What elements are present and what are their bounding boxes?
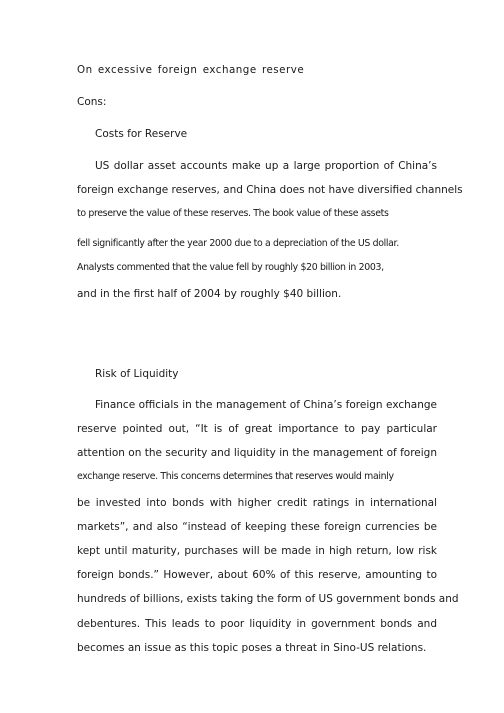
paragraph-line: becomes an issue as this topic poses a threat in Sino-US relations. [77,642,427,654]
paragraph-line: to preserve the value of these reserves. The book value of these assets [77,208,389,219]
paragraph-line: be invested into bonds with higher credit ratings in international [77,497,437,509]
section-heading-liquidity: Risk of Liquidity [95,368,179,380]
paragraph-line: reserve pointed out, “It is of great importance to pay particular [77,423,437,435]
paragraph-line: fell significantly after the year 2000 due to a depreciation of the US dollar. [77,238,399,249]
paragraph-line: kept until maturity, purchases will be made in high return, low risk [77,545,437,557]
paragraph-line: US dollar asset accounts make up a large proportion of China’s [95,160,437,172]
paragraph-line: markets”, and also “instead of keeping these foreign currencies be [77,521,437,533]
paragraph-line: hundreds of billions, exists taking the form of US government bonds and [77,593,459,605]
paragraph-line: foreign exchange reserves, and China does not have diversified channels [77,184,463,196]
section-heading-costs: Costs for Reserve [95,128,188,140]
paragraph-line: foreign bonds.” However, about 60% of this reserve, amounting to [77,569,437,581]
paragraph-line: attention on the security and liquidity in the management of foreign [77,447,437,459]
paragraph-line: Finance officials in the management of China’s foreign exchange [95,399,437,411]
cons-label: Cons: [77,96,107,108]
paragraph-line: debentures. This leads to poor liquidity in government bonds and [77,618,437,630]
paragraph-line: exchange reserve. This concerns determines that reserves would mainly [77,471,394,482]
document-title: On excessive foreign exchange reserve [77,64,305,76]
paragraph-line: Analysts commented that the value fell by roughly $20 billion in 2003, [77,262,384,273]
paragraph-line: and in the first half of 2004 by roughly $40 billion. [77,288,342,300]
